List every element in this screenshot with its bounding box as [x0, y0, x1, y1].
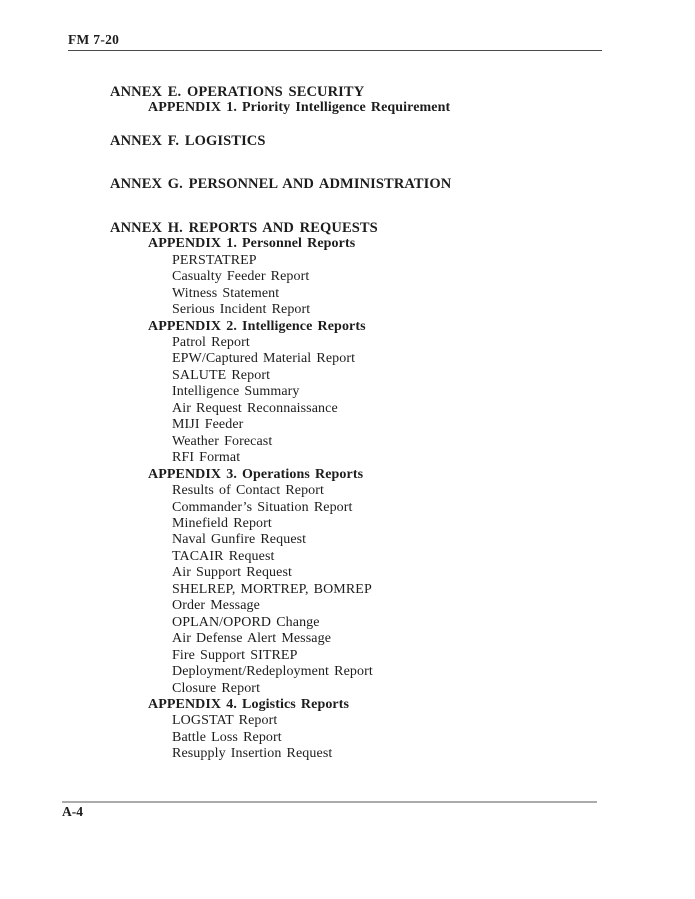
toc-line-annex: ANNEX G. PERSONNEL AND ADMINISTRATION: [110, 176, 452, 193]
toc-line-item: Deployment/Redeployment Report: [172, 664, 373, 680]
toc-line-item: Minefield Report: [172, 515, 272, 531]
toc-line-appendix: APPENDIX 1. Priority Intelligence Requirement: [148, 100, 451, 116]
toc-line-item: RFI Format: [172, 450, 241, 466]
page-header-title: FM 7-20: [68, 32, 120, 47]
toc-line-item: Weather Forecast: [172, 433, 273, 449]
toc-line-item: Intelligence Summary: [172, 384, 300, 400]
toc-line-item: TACAIR Request: [172, 548, 275, 564]
toc-line-item: Battle Loss Report: [172, 729, 282, 745]
toc-line-appendix: APPENDIX 4. Logistics Reports: [148, 696, 350, 712]
toc-line-item: Order Message: [172, 598, 260, 614]
footer-rule: [62, 801, 597, 803]
toc-line-item: Fire Support SITREP: [172, 647, 298, 663]
toc-line-item: LOGSTAT Report: [172, 713, 278, 729]
toc-line-item: Witness Statement: [172, 285, 280, 301]
toc-line-item: Air Request Reconnaissance: [172, 400, 338, 416]
toc-line-item: PERSTATREP: [172, 252, 257, 268]
toc-line-item: Naval Gunfire Request: [172, 532, 307, 548]
toc-line-annex: ANNEX H. REPORTS AND REQUESTS: [110, 219, 378, 236]
header-rule: [68, 50, 602, 51]
toc-line-item: MIJI Feeder: [172, 417, 244, 433]
toc-list: [0, 84, 695, 763]
toc-line-item: Air Support Request: [172, 565, 293, 581]
toc-line-annex: ANNEX E. OPERATIONS SECURITY: [110, 84, 365, 100]
toc-line-item: Resupply Insertion Request: [172, 746, 333, 762]
footer-page-number: A-4: [62, 804, 83, 819]
toc-line-appendix: APPENDIX 3. Operations Reports: [148, 466, 364, 482]
toc-line-item: Casualty Feeder Report: [172, 269, 310, 285]
toc-line-item: Patrol Report: [172, 334, 250, 350]
toc-line-item: EPW/Captured Material Report: [172, 351, 356, 367]
toc-line-item: Closure Report: [172, 680, 261, 696]
toc-line-item: Commander’s Situation Report: [172, 499, 353, 515]
toc-line-item: Air Defense Alert Message: [172, 631, 332, 647]
toc-line-item: Results of Contact Report: [172, 483, 325, 499]
toc-line-appendix: APPENDIX 2. Intelligence Reports: [148, 318, 366, 334]
toc-line-item: SHELREP, MORTREP, BOMREP: [172, 581, 372, 597]
toc-line-item: SALUTE Report: [172, 367, 271, 383]
toc-line-item: Serious Incident Report: [172, 302, 311, 318]
toc-line-item: OPLAN/OPORD Change: [172, 614, 320, 630]
toc-line-appendix: APPENDIX 1. Personnel Reports: [148, 236, 356, 252]
toc-line-annex: ANNEX F. LOGISTICS: [110, 132, 266, 149]
